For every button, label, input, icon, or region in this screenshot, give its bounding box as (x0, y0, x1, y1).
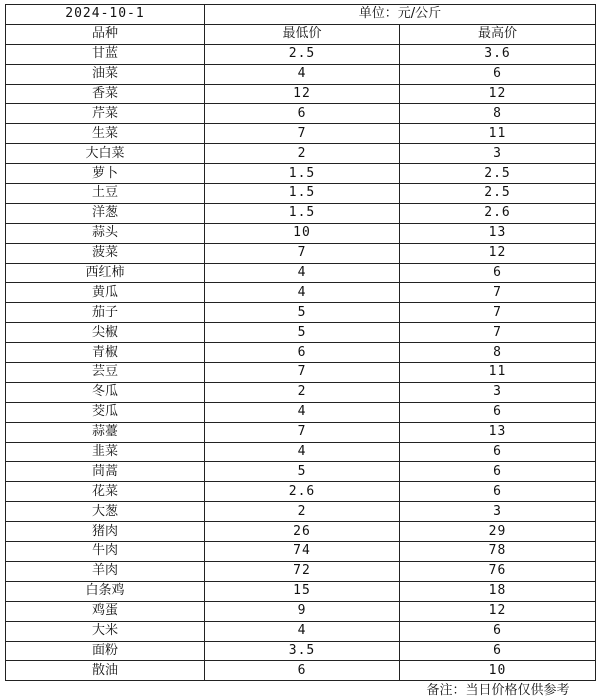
table-row (6, 363, 596, 383)
high-price-cell: 3 (400, 144, 596, 164)
low-price-cell: 7 (205, 243, 400, 263)
item-name-cell: 西红柿 (6, 263, 205, 283)
item-name-cell: 冬瓜 (6, 382, 205, 402)
table-row (6, 502, 596, 522)
item-name-cell: 土豆 (6, 184, 205, 204)
low-price-cell: 2.6 (205, 482, 400, 502)
low-price-cell: 5 (205, 303, 400, 323)
high-price-cell: 6 (400, 462, 596, 482)
low-price-cell: 6 (205, 661, 400, 681)
item-name-cell: 黄瓜 (6, 283, 205, 303)
high-price-cell: 8 (400, 104, 596, 124)
table-row (6, 164, 596, 184)
low-price-cell: 9 (205, 601, 400, 621)
high-price-cell: 18 (400, 581, 596, 601)
table-row (6, 442, 596, 462)
item-name-cell: 茭瓜 (6, 402, 205, 422)
low-price-cell: 5 (205, 323, 400, 343)
high-price-cell: 7 (400, 323, 596, 343)
table-row (6, 561, 596, 581)
item-name-cell: 香菜 (6, 84, 205, 104)
low-price-cell: 5 (205, 462, 400, 482)
item-name-cell: 茼蒿 (6, 462, 205, 482)
table-row (6, 64, 596, 84)
item-name-cell: 白条鸡 (6, 581, 205, 601)
item-name-cell: 甘蓝 (6, 44, 205, 64)
table-row (6, 422, 596, 442)
item-name-cell: 生菜 (6, 124, 205, 144)
table-row (6, 482, 596, 502)
table-row (6, 303, 596, 323)
high-price-cell: 76 (400, 561, 596, 581)
item-name-cell: 牛肉 (6, 542, 205, 562)
item-name-cell: 大葱 (6, 502, 205, 522)
title-row (6, 5, 596, 25)
high-price-cell: 13 (400, 223, 596, 243)
unit-cell: 单位：元/公斤 (205, 5, 596, 25)
high-price-cell: 6 (400, 402, 596, 422)
low-price-cell: 15 (205, 581, 400, 601)
table-row (6, 243, 596, 263)
table-row (6, 402, 596, 422)
low-price-cell: 6 (205, 104, 400, 124)
high-price-cell: 7 (400, 283, 596, 303)
table-row (6, 542, 596, 562)
high-price-cell: 12 (400, 601, 596, 621)
high-price-cell: 6 (400, 64, 596, 84)
item-name-cell: 蒜头 (6, 223, 205, 243)
high-price-cell: 6 (400, 482, 596, 502)
low-price-cell: 2 (205, 144, 400, 164)
table-row (6, 522, 596, 542)
low-price-cell: 2 (205, 382, 400, 402)
column-header-low: 最低价 (205, 24, 400, 44)
high-price-cell: 6 (400, 621, 596, 641)
table-row (6, 343, 596, 363)
footer-note: 备注：当日价格仅供参考 (426, 682, 570, 698)
low-price-cell: 26 (205, 522, 400, 542)
low-price-cell: 7 (205, 363, 400, 383)
table-row (6, 44, 596, 64)
item-name-cell: 洋葱 (6, 203, 205, 223)
table-row (6, 144, 596, 164)
high-price-cell: 8 (400, 343, 596, 363)
low-price-cell: 2.5 (205, 44, 400, 64)
table-row (6, 223, 596, 243)
high-price-cell: 3.6 (400, 44, 596, 64)
table-row (6, 124, 596, 144)
low-price-cell: 2 (205, 502, 400, 522)
low-price-cell: 6 (205, 343, 400, 363)
table-row (6, 641, 596, 661)
table-row (6, 84, 596, 104)
high-price-cell: 2.5 (400, 164, 596, 184)
item-name-cell: 茄子 (6, 303, 205, 323)
low-price-cell: 10 (205, 223, 400, 243)
table-row (6, 203, 596, 223)
note-row (6, 681, 596, 700)
table-row (6, 661, 596, 681)
low-price-cell: 7 (205, 124, 400, 144)
table-row (6, 283, 596, 303)
date-cell: 2024-10-1 (6, 5, 205, 25)
low-price-cell: 3.5 (205, 641, 400, 661)
high-price-cell: 29 (400, 522, 596, 542)
high-price-cell: 12 (400, 243, 596, 263)
table-row (6, 462, 596, 482)
high-price-cell: 6 (400, 641, 596, 661)
low-price-cell: 7 (205, 422, 400, 442)
high-price-cell: 3 (400, 382, 596, 402)
item-name-cell: 猪肉 (6, 522, 205, 542)
high-price-cell: 12 (400, 84, 596, 104)
high-price-cell: 6 (400, 442, 596, 462)
low-price-cell: 1.5 (205, 184, 400, 204)
high-price-cell: 13 (400, 422, 596, 442)
low-price-cell: 4 (205, 64, 400, 84)
low-price-cell: 4 (205, 263, 400, 283)
column-header-name: 品种 (6, 24, 205, 44)
high-price-cell: 2.5 (400, 184, 596, 204)
high-price-cell: 11 (400, 124, 596, 144)
high-price-cell: 2.6 (400, 203, 596, 223)
item-name-cell: 菠菜 (6, 243, 205, 263)
item-name-cell: 芹菜 (6, 104, 205, 124)
high-price-cell: 10 (400, 661, 596, 681)
high-price-cell: 3 (400, 502, 596, 522)
low-price-cell: 4 (205, 402, 400, 422)
table-row (6, 382, 596, 402)
item-name-cell: 花菜 (6, 482, 205, 502)
item-name-cell: 鸡蛋 (6, 601, 205, 621)
column-header-high: 最高价 (400, 24, 596, 44)
low-price-cell: 4 (205, 442, 400, 462)
item-name-cell: 萝卜 (6, 164, 205, 184)
low-price-cell: 4 (205, 283, 400, 303)
high-price-cell: 78 (400, 542, 596, 562)
table-row (6, 601, 596, 621)
item-name-cell: 散油 (6, 661, 205, 681)
low-price-cell: 4 (205, 621, 400, 641)
high-price-cell: 11 (400, 363, 596, 383)
price-table (5, 4, 596, 700)
item-name-cell: 大米 (6, 621, 205, 641)
high-price-cell: 7 (400, 303, 596, 323)
item-name-cell: 油菜 (6, 64, 205, 84)
item-name-cell: 蒜薹 (6, 422, 205, 442)
low-price-cell: 1.5 (205, 164, 400, 184)
item-name-cell: 韭菜 (6, 442, 205, 462)
item-name-cell: 大白菜 (6, 144, 205, 164)
item-name-cell: 尖椒 (6, 323, 205, 343)
table-row (6, 621, 596, 641)
table-row (6, 184, 596, 204)
item-name-cell: 青椒 (6, 343, 205, 363)
low-price-cell: 12 (205, 84, 400, 104)
item-name-cell: 芸豆 (6, 363, 205, 383)
table-row (6, 263, 596, 283)
item-name-cell: 面粉 (6, 641, 205, 661)
table-row (6, 104, 596, 124)
column-header-row (6, 24, 596, 44)
high-price-cell: 6 (400, 263, 596, 283)
table-row (6, 581, 596, 601)
table-row (6, 323, 596, 343)
low-price-cell: 74 (205, 542, 400, 562)
low-price-cell: 72 (205, 561, 400, 581)
note-spacer (6, 681, 205, 700)
item-name-cell: 羊肉 (6, 561, 205, 581)
low-price-cell: 1.5 (205, 203, 400, 223)
